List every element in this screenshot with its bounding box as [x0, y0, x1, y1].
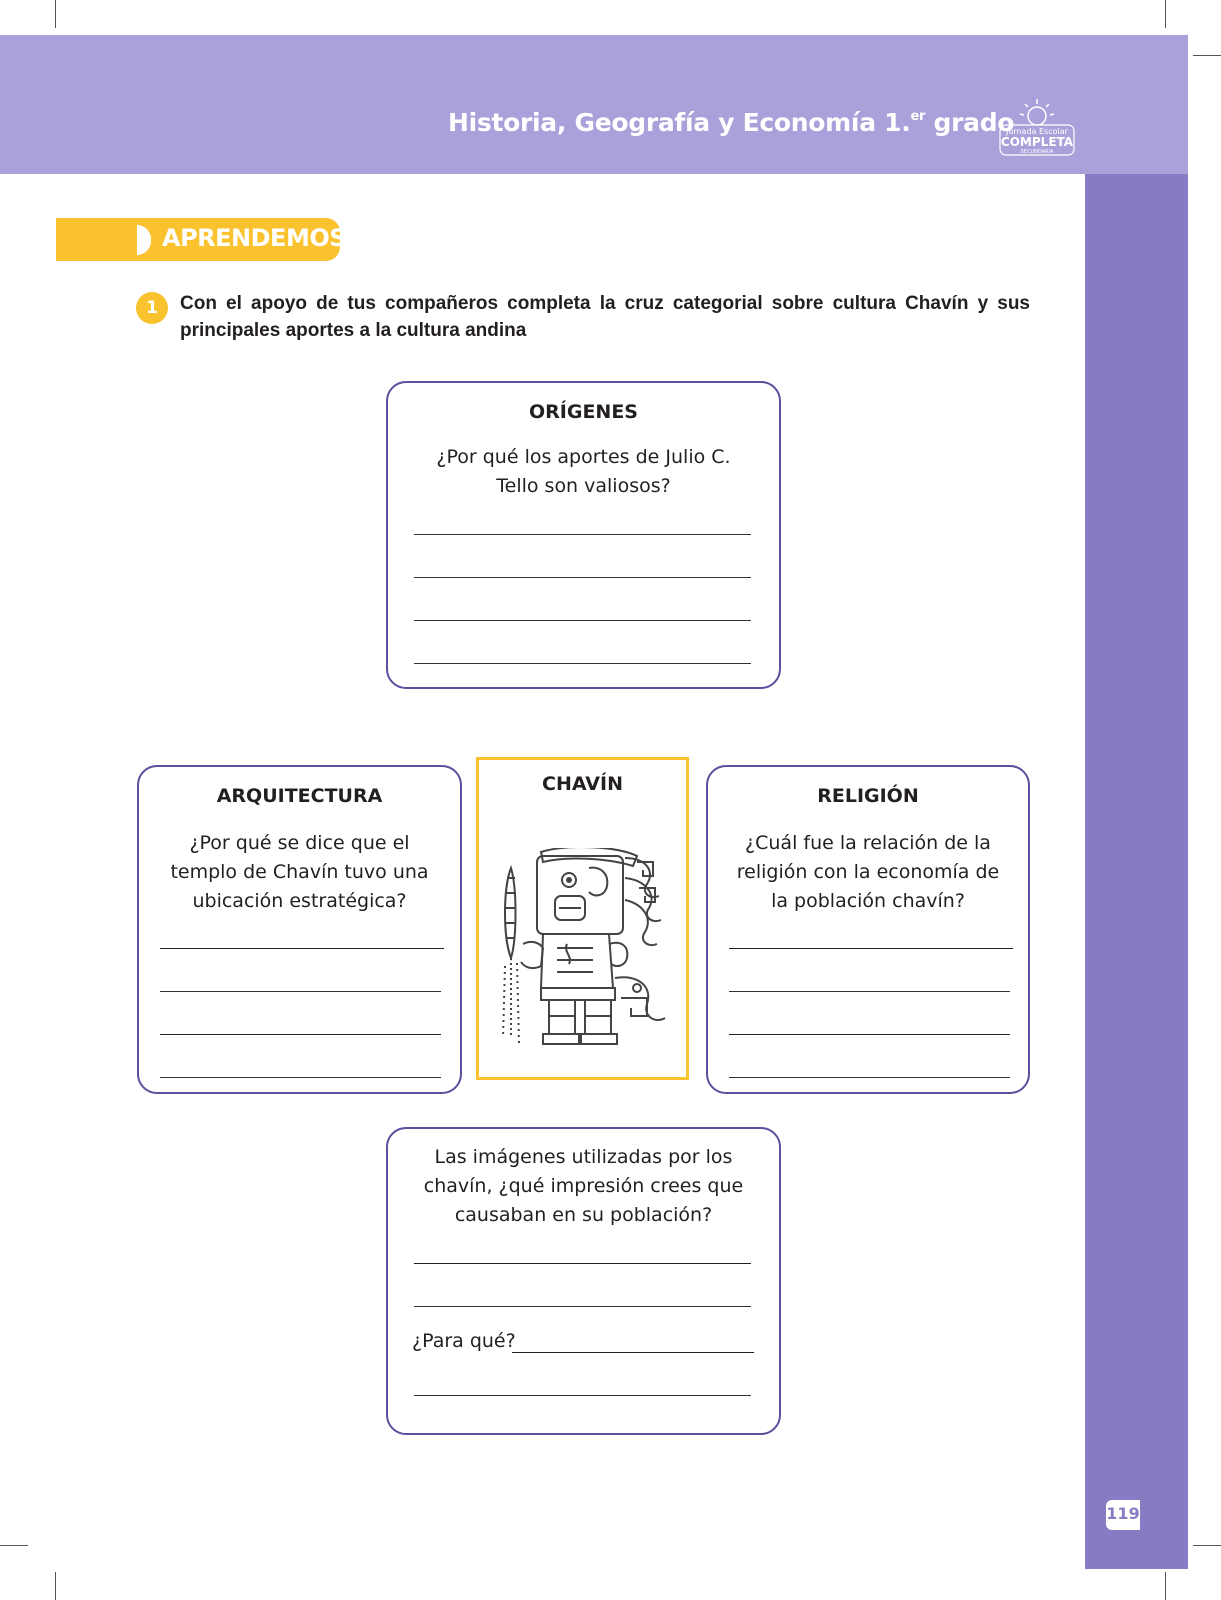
imagenes-box	[386, 1127, 781, 1435]
crop-mark	[1165, 1572, 1166, 1600]
origenes-title: ORÍGENES	[529, 401, 638, 423]
answer-line[interactable]	[414, 534, 751, 535]
origenes-question: ¿Por qué los aportes de Julio C. Tello son valiosos?	[436, 446, 731, 497]
crop-mark	[1165, 0, 1166, 28]
side-bar	[1085, 174, 1188, 1569]
crop-mark	[55, 0, 56, 28]
svg-text:SECUNDARIA: SECUNDARIA	[1020, 149, 1054, 155]
crop-mark	[0, 1545, 28, 1546]
crop-mark	[55, 1572, 56, 1600]
answer-line[interactable]	[729, 1077, 1010, 1078]
para-que-label: ¿Para qué?	[412, 1330, 516, 1352]
religion-box	[706, 765, 1030, 1094]
chavin-center-box	[476, 757, 689, 1080]
svg-text:COMPLETA: COMPLETA	[1000, 135, 1074, 149]
answer-line[interactable]	[414, 663, 751, 664]
svg-text:Jornada Escolar: Jornada Escolar	[1006, 127, 1068, 136]
religion-title: RELIGIÓN	[817, 785, 919, 807]
imagenes-question: Las imágenes utilizadas por los chavín, ¿qué impresión crees que causaban en su población?	[423, 1146, 744, 1226]
section-label: APRENDEMOS	[162, 224, 347, 252]
chavin-title: CHAVÍN	[542, 773, 623, 795]
answer-line[interactable]	[160, 1077, 441, 1078]
crop-mark	[1193, 55, 1221, 56]
answer-line[interactable]	[160, 1034, 441, 1035]
answer-line[interactable]	[414, 1306, 751, 1307]
question-number-badge: 1	[136, 292, 168, 324]
answer-line[interactable]	[729, 991, 1010, 992]
origenes-box	[386, 381, 781, 689]
answer-line[interactable]	[729, 1034, 1010, 1035]
answer-line[interactable]	[729, 948, 1013, 949]
arquitectura-title: ARQUITECTURA	[216, 785, 383, 807]
answer-line[interactable]	[414, 620, 751, 621]
answer-line[interactable]	[414, 1263, 751, 1264]
religion-question: ¿Cuál fue la relación de la religión con la economía de la población chavín?	[736, 832, 1000, 912]
chavin-deity-image	[497, 848, 673, 1054]
arquitectura-box	[137, 765, 462, 1094]
page-number: 119	[1106, 1504, 1140, 1523]
answer-line[interactable]	[414, 1395, 751, 1396]
jornada-escolar-completa-logo	[995, 96, 1079, 158]
arquitectura-question: ¿Por qué se dice que el templo de Chavín tuvo una ubicación estratégica?	[170, 832, 429, 912]
answer-line[interactable]	[160, 991, 441, 992]
answer-line[interactable]	[414, 577, 751, 578]
para-que-answer-line[interactable]	[512, 1352, 754, 1353]
page-header-title: Historia, Geografía y Economía 1.$^{er}$ grado	[448, 108, 1015, 137]
crop-mark	[1193, 1545, 1221, 1546]
question-text: Con el apoyo de tus compañeros completa la cruz categorial sobre cultura Chavín y sus principales aportes a la cultura andina	[180, 293, 1030, 341]
answer-line[interactable]	[160, 948, 444, 949]
